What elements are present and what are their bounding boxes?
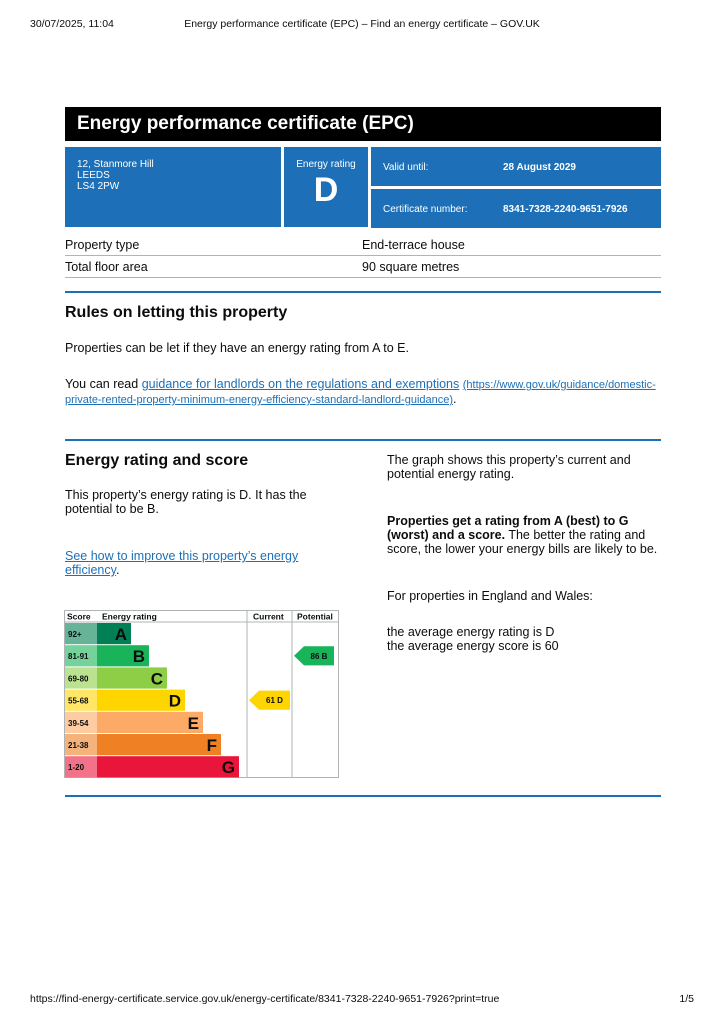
band-letter-label: G bbox=[221, 758, 235, 778]
chart-header-label: Energy rating bbox=[102, 611, 157, 622]
potential-rating-arrow-label: 86 B bbox=[310, 651, 328, 661]
band-letter-label: A bbox=[114, 625, 127, 644]
band-score-label: 39-54 bbox=[68, 718, 89, 728]
chart-header-label: Current bbox=[253, 611, 284, 622]
energy-rating-text: This property’s energy rating is D. It has the potential to be B. bbox=[65, 488, 307, 516]
energy-rating-box bbox=[284, 147, 368, 227]
improve-suffix: . bbox=[115, 563, 120, 577]
average-rating-text bbox=[387, 625, 661, 653]
band-letter-label: C bbox=[150, 669, 163, 689]
property-type-value: End-terrace house bbox=[362, 238, 465, 252]
section-divider bbox=[65, 795, 661, 797]
print-datetime: 30/07/2025, 11:04 bbox=[30, 18, 114, 30]
england-wales-label: For properties in England and Wales: bbox=[387, 589, 593, 603]
landlord-guidance-link[interactable]: guidance for landlords on the regulations and exemptions bbox=[141, 377, 460, 391]
rating-scale-bold: Properties get a rating from A (best) to G (worst) and a score. bbox=[387, 514, 629, 542]
chart-header-label: Potential bbox=[297, 611, 333, 622]
floor-area-value: 90 square metres bbox=[362, 260, 460, 274]
certificate-summary bbox=[65, 147, 661, 227]
band-letter-label: B bbox=[132, 647, 145, 667]
section-divider bbox=[65, 291, 661, 293]
address-line: 12, Stanmore Hill bbox=[77, 159, 154, 170]
page-title-banner: Energy performance certificate (EPC) bbox=[65, 107, 661, 141]
print-page-title: Energy performance certificate (EPC) – Find an energy certificate – GOV.UK bbox=[184, 18, 540, 30]
property-type-row bbox=[65, 234, 661, 256]
property-address bbox=[65, 147, 281, 227]
letting-rules-text: Properties can be let if they have an energy rating from A to E. bbox=[65, 341, 409, 355]
valid-until-value: 28 August 2029 bbox=[503, 162, 576, 173]
chart-header-label: Score bbox=[67, 611, 91, 622]
energy-rating-label: Energy rating bbox=[296, 159, 356, 170]
band-letter-label: F bbox=[206, 736, 217, 755]
certificate-number-label: Certificate number: bbox=[383, 204, 468, 215]
guidance-suffix: . bbox=[453, 392, 457, 406]
band-score-label: 1-20 bbox=[68, 763, 85, 773]
landlord-guidance-url[interactable]: (https://www.gov.uk/guidance/domestic-private-rented-property-minimum-energy-efficiency-standard-landlord-guidance) bbox=[65, 379, 656, 406]
property-type-label: Property type bbox=[65, 238, 140, 252]
band-bar bbox=[97, 756, 239, 777]
band-bar bbox=[97, 734, 221, 755]
average-score-line: the average energy score is 60 bbox=[387, 639, 559, 653]
letting-rules-heading: Rules on letting this property bbox=[65, 304, 288, 321]
energy-rating-value: D bbox=[313, 171, 339, 209]
graph-explanation: The graph shows this property’s current and potential energy rating. bbox=[387, 453, 631, 481]
improve-efficiency-text bbox=[65, 549, 315, 577]
rating-scale-explanation bbox=[387, 514, 661, 556]
valid-until-label: Valid until: bbox=[383, 162, 429, 173]
floor-area-label: Total floor area bbox=[65, 260, 148, 274]
energy-rating-heading: Energy rating and score bbox=[65, 452, 249, 469]
band-score-label: 92+ bbox=[68, 630, 82, 639]
band-letter-label: D bbox=[168, 691, 181, 711]
current-rating-arrow-label: 61 D bbox=[266, 696, 283, 706]
certificate-number-cell bbox=[371, 189, 661, 228]
print-page-url: https://find-energy-certificate.service.gov.uk/energy-certificate/8341-7328-2240-9651-7926?print=true bbox=[30, 993, 500, 1005]
energy-rating-chart-svg bbox=[64, 610, 339, 778]
guidance-prefix: You can read bbox=[65, 377, 142, 391]
energy-rating-chart bbox=[64, 610, 339, 778]
address-line: LEEDS bbox=[77, 170, 110, 181]
band-score-label: 55-68 bbox=[68, 696, 89, 706]
floor-area-row bbox=[65, 256, 661, 278]
average-rating-line: the average energy rating is D bbox=[387, 625, 555, 639]
band-letter-label: E bbox=[187, 713, 199, 733]
print-footer bbox=[30, 993, 694, 1007]
print-header bbox=[30, 18, 694, 32]
print-page-number: 1/5 bbox=[679, 993, 694, 1005]
landlord-guidance-text bbox=[65, 377, 665, 407]
band-score-label: 81-91 bbox=[68, 652, 89, 662]
property-details-table bbox=[65, 234, 661, 278]
valid-until-cell bbox=[371, 147, 661, 186]
rating-scale-rest: The better the rating and score, the lower your energy bills are likely to be. bbox=[387, 528, 658, 556]
improve-efficiency-link[interactable]: See how to improve this property’s energy efficiency bbox=[65, 549, 299, 577]
section-divider bbox=[65, 439, 661, 441]
certificate-number-value: 8341-7328-2240-9651-7926 bbox=[503, 204, 628, 215]
address-line: LS4 2PW bbox=[77, 181, 120, 192]
band-score-label: 21-38 bbox=[68, 741, 89, 750]
band-score-label: 69-80 bbox=[68, 674, 89, 684]
